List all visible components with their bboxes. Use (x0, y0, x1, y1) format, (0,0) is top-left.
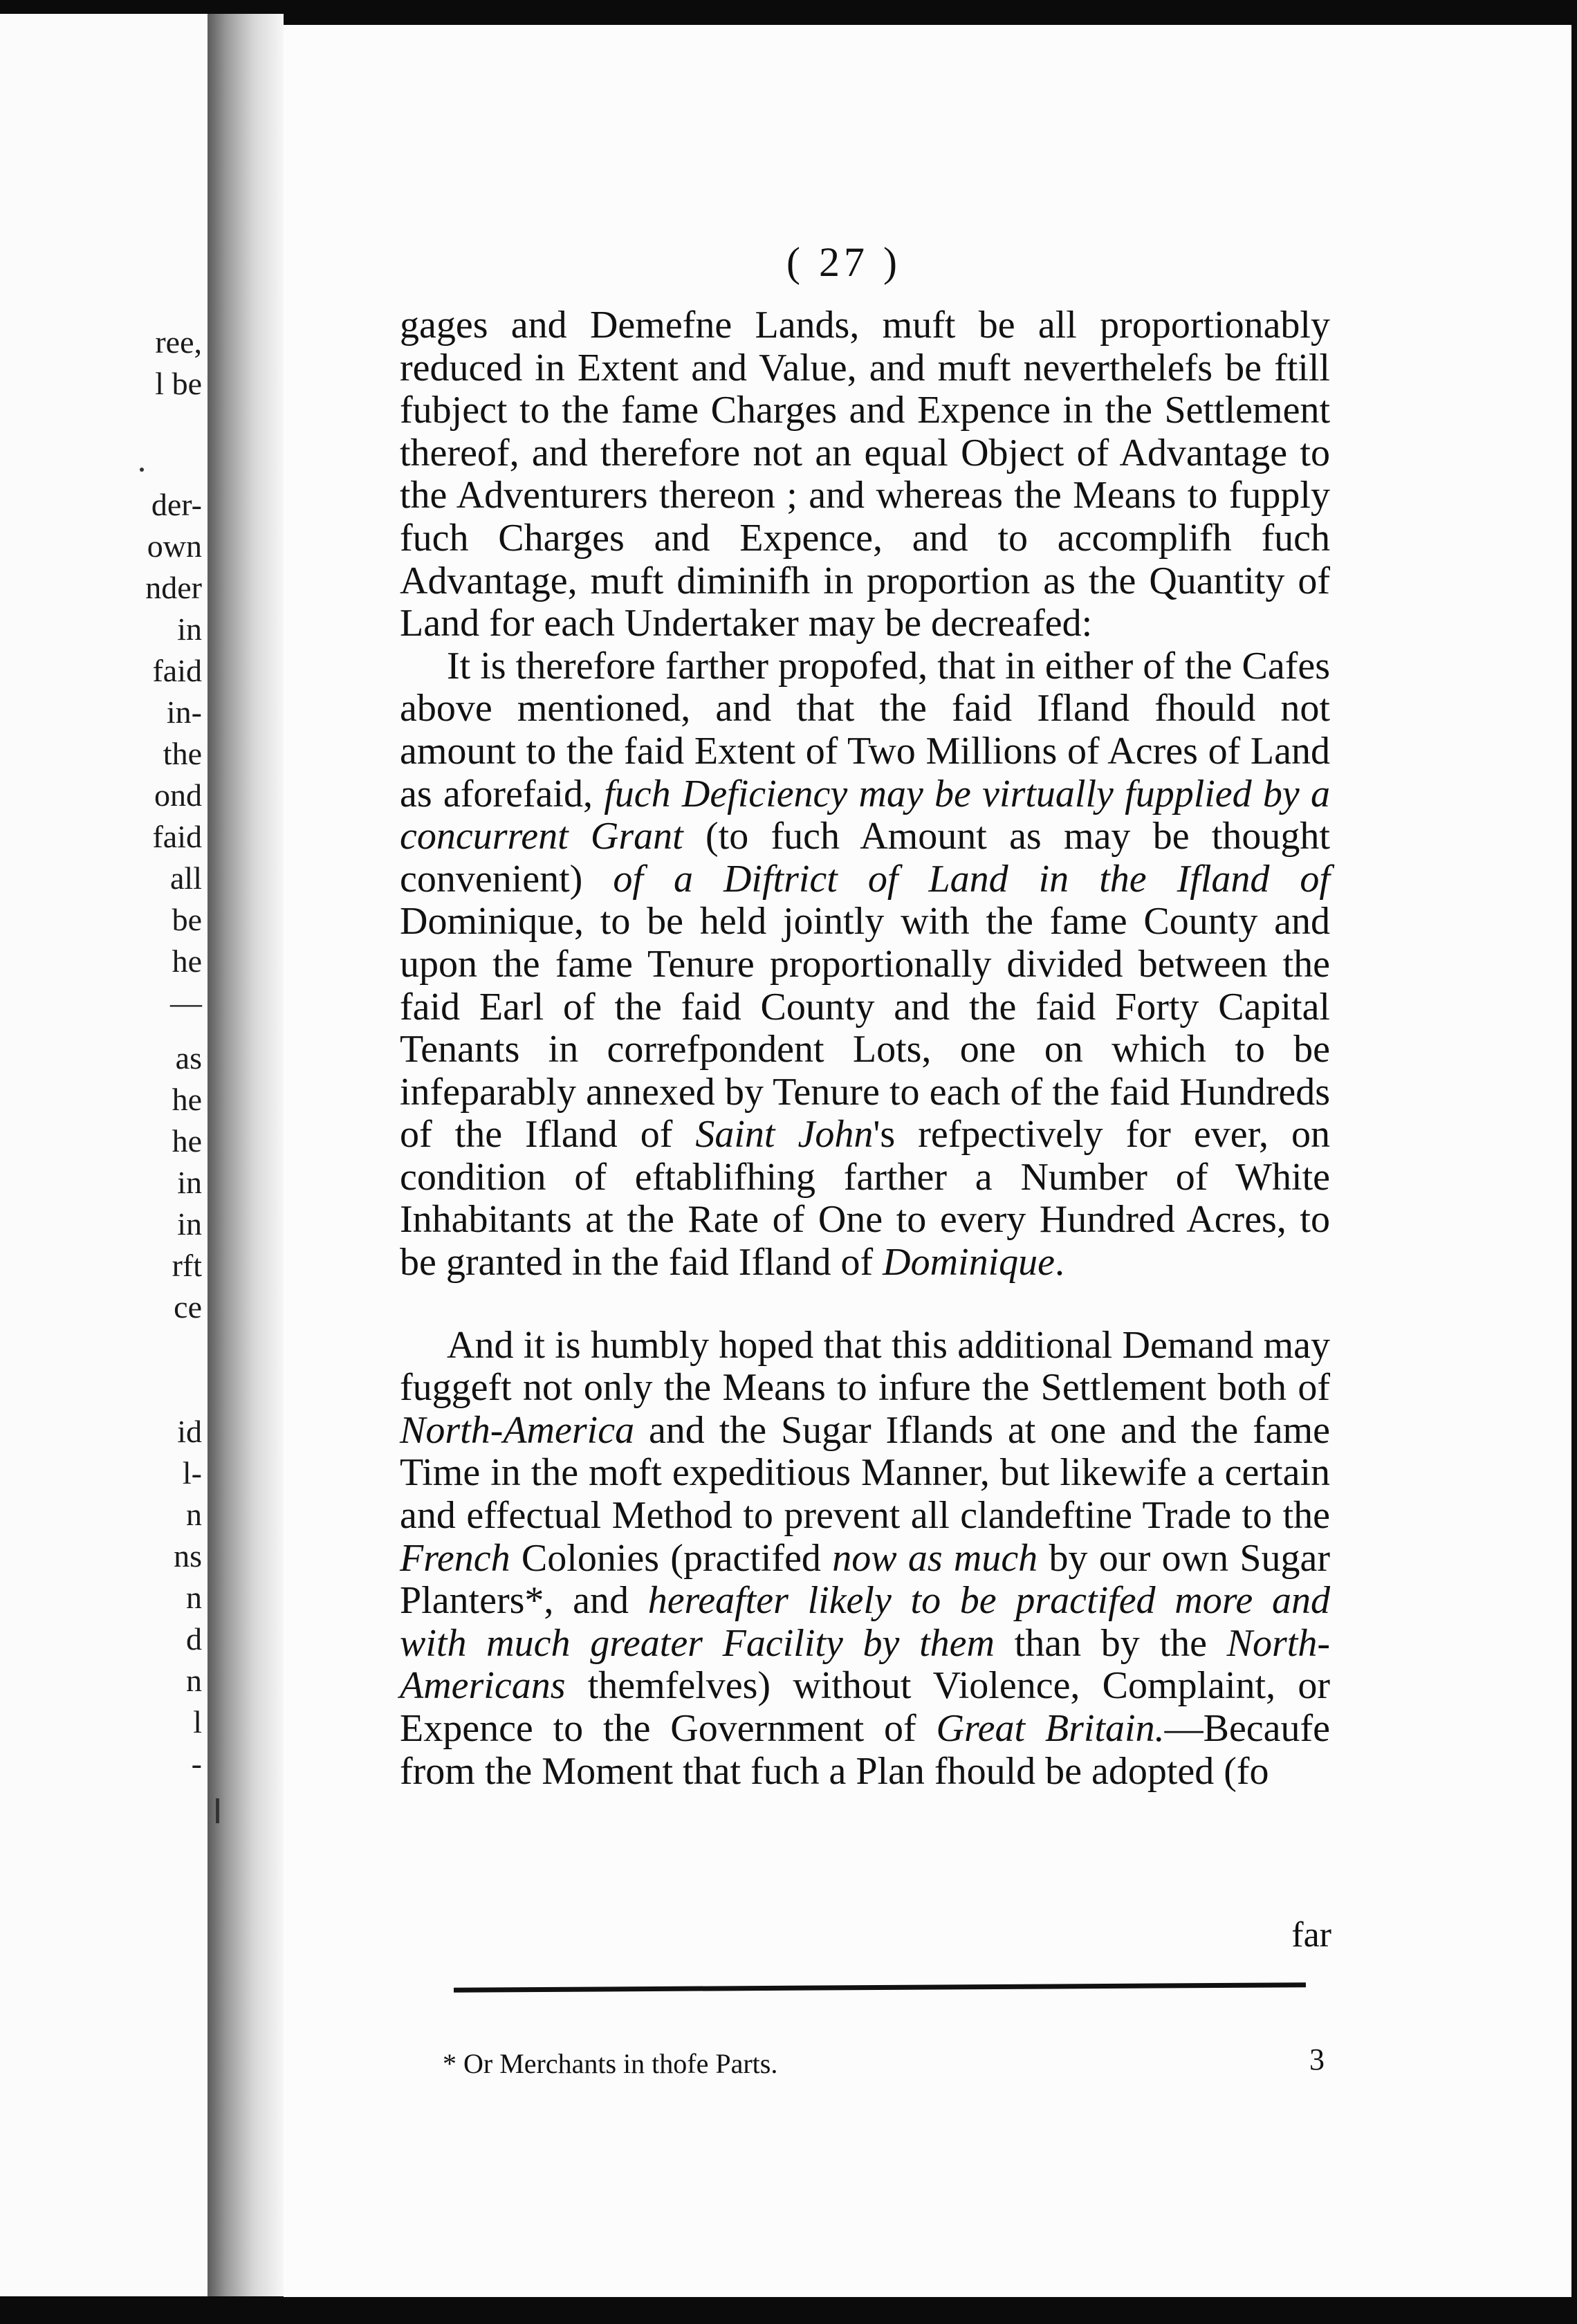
text-run: 's refpectively for ever, on condition of eftablifhing farther a Number of White Inhabitants at the Rate of One to every Hundred Acres, to be granted in the faid Ifland of (400, 1113, 1330, 1284)
text-run: by our own Sugar Planters*, and (400, 1536, 1330, 1623)
margin-dot (140, 468, 144, 472)
italic-run: hereafter likely to be practifed more and with much greater Facility by them (400, 1579, 1330, 1665)
facing-page-line: ree, (155, 324, 202, 360)
facing-page-line: he (172, 1123, 202, 1159)
paragraph (400, 304, 1330, 645)
italic-run: North-America (400, 1408, 635, 1452)
italic-run: now as much (832, 1536, 1038, 1580)
facing-page-line: in (177, 611, 202, 647)
italic-run: Saint John (695, 1113, 874, 1156)
footnote: * Or Merchants in thofe Parts. (443, 2048, 778, 2079)
italic-run: North-Americans (400, 1621, 1331, 1708)
body-text (400, 304, 1330, 1793)
text-run: . (1055, 1241, 1065, 1284)
facing-page-line: n (186, 1663, 202, 1698)
catchword: far (1291, 1915, 1331, 1955)
facing-page-line: rft (172, 1248, 202, 1283)
italic-run: of a Diftrict of Land in the Ifland of (613, 857, 1330, 901)
italic-run: Great Britain. (936, 1707, 1165, 1750)
facing-page-line: as (175, 1040, 202, 1076)
text-run: —Becaufe from the Moment that fuch a Plan fhould be adopted (fo (400, 1707, 1331, 1793)
text-run: gages and Demefne Lands, muft be all proportionably reduced in Extent and Value, and muft neverthelefs be ftill fubject to the fame Charges and Expence in the Settlement thereof, and therefore not an equal Object of Advantage to the Adventurers thereon ; and whereas the Means to fupply fuch Charges and Expence, and to accomplifh fuch Advantage, muft diminifh in proportion as the Quantity of Land for each Undertaker may be decreafed: (400, 304, 1330, 645)
facing-page-line: in (177, 1206, 202, 1242)
facing-page-line: ns (174, 1538, 202, 1574)
facing-page-line: faid (152, 819, 202, 854)
italic-run: Dominique (883, 1241, 1055, 1284)
paragraph (400, 645, 1330, 1284)
facing-page-line: own (147, 528, 202, 564)
facing-page-line: n (186, 1580, 202, 1615)
facing-page-line: in- (166, 694, 202, 730)
facing-page-line: l be (155, 366, 202, 401)
facing-page-line: faid (152, 653, 202, 688)
facing-page-line: — (170, 985, 202, 1020)
facing-page-line: all (170, 860, 202, 896)
facing-page-line: ond (154, 777, 202, 813)
facing-page-line: he (172, 1082, 202, 1117)
text-run: And it is humbly hoped that this additional Demand may fuggeft not only the Means to infure the Settlement both of (400, 1323, 1330, 1410)
page-number: ( 27 ) (786, 239, 901, 285)
text-run: and the Sugar Iflands at one and the fame Time in the moft expeditious Manner, but likewife a certain and effectual Method to prevent all clandeftine Trade to the (400, 1408, 1330, 1538)
facing-page-line: n (186, 1497, 202, 1532)
facing-page-line: nder (145, 570, 202, 605)
facing-page-line: l- (182, 1455, 202, 1491)
facing-page-line: in (177, 1165, 202, 1200)
margin-mark (216, 1798, 219, 1823)
facing-page-line: l (193, 1704, 202, 1740)
italic-run: fuch Deficiency may be virtually fupplied by a concurrent Grant (400, 772, 1331, 858)
facing-page-line: ce (174, 1289, 202, 1325)
text-run: Dominique, to be held jointly with the fame County and upon the fame Tenure proportionally divided between the faid Earl of the faid County and the faid Forty Capital Tenants in correfpondent Lots, one on which to be infeparably annexed by Tenure to each of the faid Hundreds of the Ifland of (400, 900, 1330, 1156)
facing-page-line: - (191, 1746, 202, 1781)
facing-page-line: der- (151, 487, 202, 522)
facing-page-line: id (177, 1414, 202, 1449)
facing-page-line: be (172, 902, 202, 937)
facing-page-line: he (172, 943, 202, 979)
paragraph (400, 1325, 1330, 1793)
signature-mark: 3 (1309, 2042, 1325, 2076)
italic-run: French (400, 1536, 510, 1580)
facing-page-fragment (0, 14, 208, 2296)
text-run: themfelves) without Violence, Complaint, or Expence to the Government of (400, 1664, 1330, 1750)
book-gutter (208, 14, 284, 2296)
text-run: (to fuch Amount as may be thought convenient) (400, 815, 1330, 901)
text-run: than by the (994, 1621, 1227, 1665)
facing-page-line: the (163, 736, 202, 771)
text-run: It is therefore farther propofed, that in either of the Cafes above mentioned, and that the faid Ifland fhould not amount to the faid Extent of Two Millions of Acres of Land as aforefaid, (400, 644, 1330, 815)
text-run: Colonies (practifed (510, 1536, 833, 1580)
facing-page-line: d (186, 1621, 202, 1657)
